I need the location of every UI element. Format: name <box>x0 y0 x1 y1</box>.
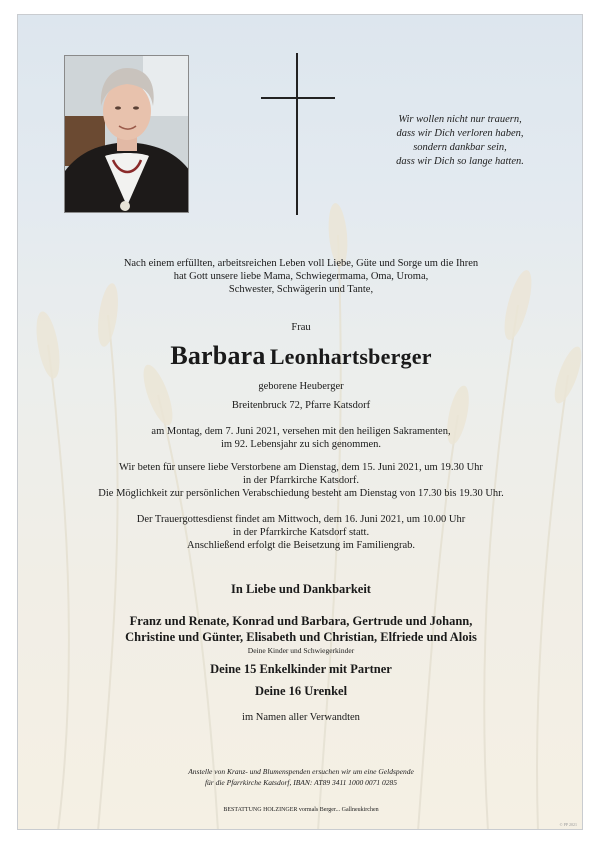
deceased-name <box>18 341 583 371</box>
funeral-line: Anschließend erfolgt die Beisetzung im Familiengrab. <box>186 540 416 551</box>
funeral-notice <box>18 513 583 552</box>
prayer-line: Die Möglichkeit zur persönlichen Verabschiedung besteht am Dienstag von 17.30 bis 19.30 Uhr. <box>98 488 504 499</box>
poem-line: Wir wollen nicht nur trauern, <box>398 114 522 125</box>
donation-line: für die Pfarrkirche Katsdorf, IBAN: AT89 3411 1000 0071 0285 <box>204 778 398 787</box>
donation-notice <box>18 766 583 788</box>
prayer-line: in der Pfarrkirche Katsdorf. <box>242 475 360 486</box>
cross-symbol <box>261 53 335 215</box>
salutation: Frau <box>291 322 311 333</box>
obituary-card <box>17 14 583 830</box>
intro-line: hat Gott unsere liebe Mama, Schwiegermama, Oma, Uroma, <box>173 271 429 282</box>
children-line: Christine und Günter, Elisabeth und Christian, Elfriede und Alois <box>125 630 477 644</box>
death-notice <box>18 425 583 451</box>
copyright-mark: © PP 2021 <box>559 822 577 827</box>
death-notice-line: im 92. Lebensjahr zu sich genommen. <box>220 439 382 450</box>
poem-line: dass wir Dich verloren haben, <box>396 128 524 139</box>
great-grandchildren: Deine 16 Urenkel <box>254 684 348 698</box>
donation-line: Anstelle von Kranz- und Blumenspenden ersuchen wir um eine Geldspende <box>188 767 414 776</box>
intro-line: Nach einem erfüllten, arbeitsreichen Leben voll Liebe, Güte und Sorge um die Ihren <box>123 258 479 269</box>
first-name: Barbara <box>170 341 266 370</box>
undertaker-credit: BESTATTUNG HOLZINGER vormals Berger... Gallneukirchen <box>223 807 379 813</box>
poem-line: sondern dankbar sein, <box>413 142 507 153</box>
birth-name: geborene Heuberger <box>258 381 344 392</box>
children-names <box>18 613 583 645</box>
closing-text: In Liebe und Dankbarkeit <box>231 582 371 596</box>
intro-text <box>18 257 583 296</box>
death-notice-line: am Montag, dem 7. Juni 2021, versehen mit den heiligen Sakramenten, <box>151 426 451 437</box>
relatives-text: im Namen aller Verwandten <box>242 712 360 723</box>
grandchildren: Deine 15 Enkelkinder mit Partner <box>210 662 392 676</box>
portrait-photo <box>64 55 189 213</box>
poem-line: dass wir Dich so lange hatten. <box>396 156 524 167</box>
children-line: Franz und Renate, Konrad und Barbara, Gertrude und Johann, <box>129 614 473 628</box>
memorial-poem <box>358 113 562 169</box>
prayer-notice <box>18 461 583 500</box>
last-name: Leonhartsberger <box>269 344 432 369</box>
funeral-line: in der Pfarrkirche Katsdorf statt. <box>232 527 370 538</box>
intro-line: Schwester, Schwägerin und Tante, <box>228 284 374 295</box>
children-caption: Deine Kinder und Schwiegerkinder <box>247 646 355 655</box>
address: Breitenbruck 72, Pfarre Katsdorf <box>231 400 371 411</box>
funeral-line: Der Trauergottesdienst findet am Mittwoch, dem 16. Juni 2021, um 10.00 Uhr <box>136 514 466 525</box>
prayer-line: Wir beten für unsere liebe Verstorbene am Dienstag, dem 15. Juni 2021, um 19.30 Uhr <box>119 462 483 473</box>
